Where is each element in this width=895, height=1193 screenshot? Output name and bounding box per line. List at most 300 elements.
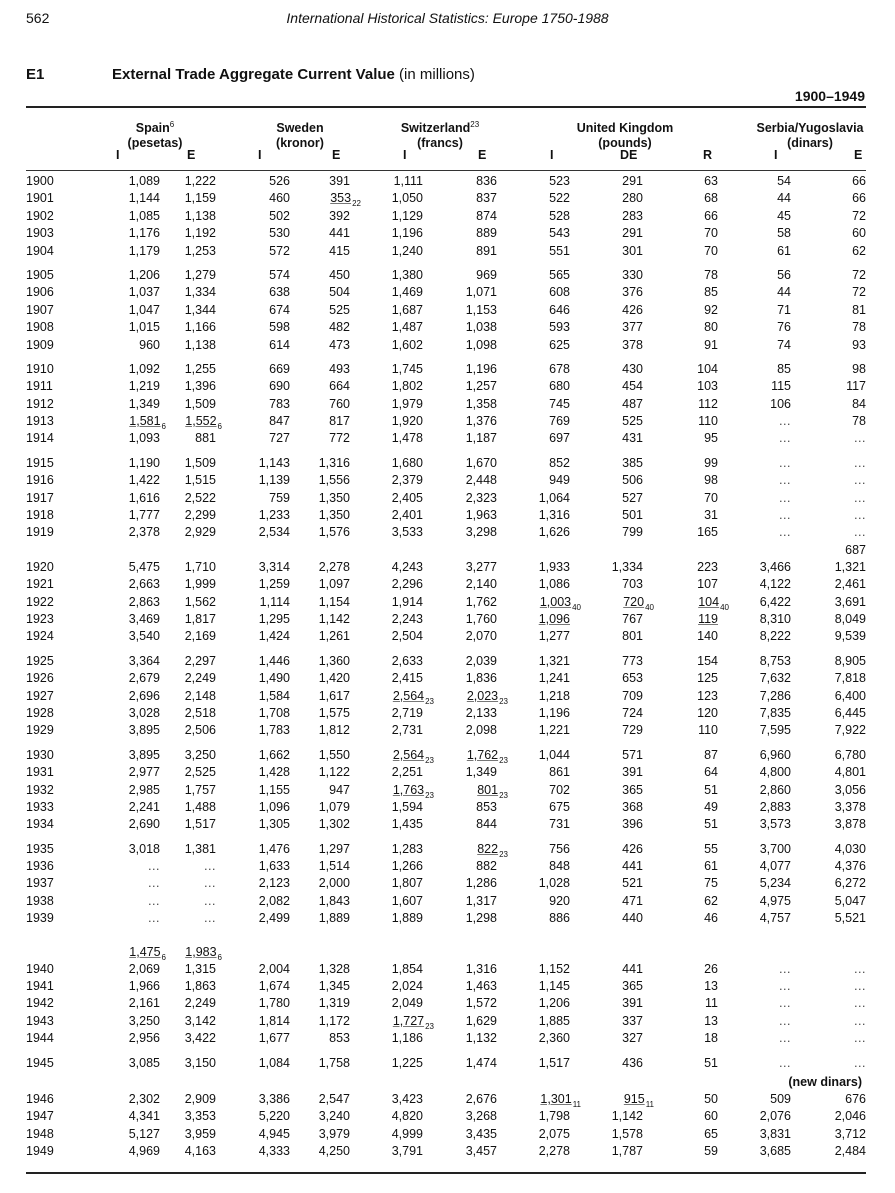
value-cell: 2,024 [391, 979, 423, 994]
table-row [0, 1127, 895, 1144]
table-row [0, 962, 895, 979]
value-cell: 4,975 [759, 893, 791, 908]
value-cell: 3,435 [465, 1126, 497, 1141]
value-cell: 4,800 [759, 765, 791, 780]
value-cell: 2,278 [538, 1144, 570, 1159]
table-row [0, 560, 895, 577]
value-cell: 110 [698, 723, 718, 738]
value-cell: 678 [549, 361, 570, 376]
value-cell: 4,801 [834, 765, 866, 780]
subheader-yugoslavia-exports: E [854, 148, 863, 162]
table-row [0, 612, 895, 629]
table-row [0, 689, 895, 706]
value-cell: 2,046 [834, 1109, 866, 1124]
value-cell: 521 [622, 876, 643, 891]
value-cell: 1,279 [184, 267, 216, 282]
value-cell: 426 [622, 302, 643, 317]
value-cell: 3,573 [759, 817, 791, 832]
value-cell: … [778, 455, 791, 470]
value-cell: 2,484 [834, 1144, 866, 1159]
footnote-marker: 23 [425, 755, 434, 765]
year-cell: 1931 [26, 765, 54, 780]
value-cell: 4,999 [391, 1126, 423, 1141]
value-cell: 3,540 [128, 629, 160, 644]
table-row [0, 842, 895, 859]
value-cell: 2,676 [465, 1091, 497, 1106]
footnote-marker: 40 [720, 602, 729, 612]
year-cell: 1946 [26, 1091, 54, 1106]
value-cell: 8,222 [759, 629, 791, 644]
year-cell: 1905 [26, 267, 54, 282]
value-cell: 85 [777, 361, 791, 376]
value-cell: 2,499 [258, 911, 290, 926]
value-cell: 3,712 [834, 1126, 866, 1141]
table-row [0, 894, 895, 911]
table-row [0, 226, 895, 243]
value-cell: 501 [622, 508, 643, 523]
value-cell: 165 [697, 525, 718, 540]
table-title-unit: (in millions) [394, 66, 475, 83]
year-cell: 1916 [26, 473, 54, 488]
year-cell: 1929 [26, 723, 54, 738]
value-cell: 1,966 [128, 979, 160, 994]
value-cell: 1,098 [465, 337, 497, 352]
value-cell: 593 [549, 320, 570, 335]
table-row [0, 800, 895, 817]
value-cell: 1,315 [184, 961, 216, 976]
value-cell: 759 [269, 490, 290, 505]
value-cell: 1,760 [465, 611, 497, 626]
table-row [0, 285, 895, 302]
value-cell: 1,422 [128, 473, 160, 488]
value-cell: 3,685 [759, 1144, 791, 1159]
value-cell: $720_{40}$ [623, 594, 654, 612]
value-cell: 112 [698, 396, 718, 411]
value-cell: 4,969 [128, 1144, 160, 1159]
value-cell: 551 [549, 243, 570, 258]
value-cell: 1,629 [465, 1013, 497, 1028]
value-cell: 1,889 [391, 911, 423, 926]
value-cell: 430 [622, 361, 643, 376]
value-cell: 385 [622, 455, 643, 470]
value-cell: 473 [329, 337, 350, 352]
value-cell: 4,250 [318, 1144, 350, 1159]
value-cell: 861 [549, 765, 570, 780]
year-cell: 1918 [26, 508, 54, 523]
value-cell: 1,509 [184, 455, 216, 470]
year-cell: 1904 [26, 243, 54, 258]
value-cell: 817 [329, 414, 350, 429]
table-row [0, 473, 895, 490]
value-cell: 1,097 [318, 577, 350, 592]
year-cell: 1907 [26, 302, 54, 317]
footnote-marker: 23 [425, 696, 434, 706]
value-cell: 376 [622, 285, 643, 300]
value-cell: 1,295 [258, 611, 290, 626]
value-cell: 4,945 [258, 1126, 290, 1141]
value-cell: 106 [770, 396, 791, 411]
value-cell: 1,469 [391, 285, 423, 300]
value-cell: 7,632 [759, 671, 791, 686]
value-cell: 1,817 [184, 611, 216, 626]
value-cell: 2,977 [128, 765, 160, 780]
value-cell: 1,129 [391, 208, 423, 223]
value-cell: 1,132 [465, 1031, 497, 1046]
footnote-marker: 11 [572, 1099, 581, 1109]
value-cell: $2,564_{23}$ [392, 688, 434, 706]
value-cell: 724 [622, 705, 643, 720]
value-cell: 93 [852, 337, 866, 352]
value-cell: 377 [622, 320, 643, 335]
value-cell: 1,616 [128, 490, 160, 505]
value-cell: 4,122 [759, 577, 791, 592]
value-cell: 2,082 [258, 893, 290, 908]
value-cell: 365 [622, 782, 643, 797]
value-cell: 1,172 [318, 1013, 350, 1028]
value-cell: 6,272 [834, 876, 866, 891]
year-cell: 1926 [26, 671, 54, 686]
value-cell: 522 [549, 191, 570, 206]
value-cell: 223 [697, 559, 718, 574]
value-cell: 1,176 [128, 226, 160, 241]
value-cell: 853 [476, 799, 497, 814]
value-cell: 1,777 [128, 508, 160, 523]
value-cell: 2,098 [465, 723, 497, 738]
table-row [0, 525, 895, 542]
table-row [0, 508, 895, 525]
subheader-switzerland-imports: I [403, 148, 407, 162]
value-cell: 1,360 [318, 653, 350, 668]
value-cell: 4,243 [391, 559, 423, 574]
value-cell: 702 [549, 782, 570, 797]
value-cell: 2,297 [184, 653, 216, 668]
value-cell: 1,253 [184, 243, 216, 258]
value-cell: 120 [697, 705, 718, 720]
value-cell: 74 [777, 337, 791, 352]
year-cell: 1900 [26, 174, 54, 188]
value-cell: $2,564_{23}$ [392, 747, 434, 765]
value-cell: 1,854 [391, 961, 423, 976]
value-cell: … [147, 893, 160, 908]
header-unit: (dinars) [787, 136, 833, 151]
value-cell: 3,878 [834, 817, 866, 832]
value-cell: $353_{22}$ [330, 191, 361, 209]
table-row [0, 859, 895, 876]
table-note-row [0, 1075, 895, 1092]
year-cell: 1921 [26, 577, 54, 592]
value-cell: 2,883 [759, 799, 791, 814]
value-cell: 1,261 [318, 629, 350, 644]
value-cell: 391 [622, 765, 643, 780]
value-cell: 1,143 [258, 455, 290, 470]
value-cell: 6,422 [759, 594, 791, 609]
table-row [0, 979, 895, 996]
value-cell: 1,515 [184, 473, 216, 488]
value-cell: 1,302 [318, 817, 350, 832]
value-cell: 2,985 [128, 782, 160, 797]
header-unit: (kronor) [276, 136, 324, 151]
value-cell: … [853, 525, 866, 540]
year-cell: 1922 [26, 594, 54, 609]
value-cell: 280 [622, 191, 643, 206]
value-cell: 11 [705, 996, 718, 1011]
value-cell: 1,266 [391, 859, 423, 874]
value-cell: 1,089 [128, 174, 160, 188]
value-cell: 729 [622, 723, 643, 738]
year-cell: 1933 [26, 799, 54, 814]
value-cell: 1,843 [318, 893, 350, 908]
value-cell: … [147, 876, 160, 891]
table-row [0, 456, 895, 473]
footnote-marker: 23 [499, 755, 508, 765]
year-cell: 1911 [26, 379, 53, 394]
value-cell: 675 [549, 799, 570, 814]
value-cell: 2,249 [184, 996, 216, 1011]
value-cell: 4,333 [258, 1144, 290, 1159]
value-cell: 31 [704, 508, 718, 523]
value-cell: 72 [852, 267, 866, 282]
value-cell: 1,787 [611, 1144, 643, 1159]
value-cell: 1,662 [258, 747, 290, 762]
value-cell: 2,360 [538, 1031, 570, 1046]
value-cell: 506 [622, 473, 643, 488]
year-cell: 1906 [26, 285, 54, 300]
value-cell: 78 [852, 414, 866, 429]
subheader-spain-imports: I [116, 148, 120, 162]
year-cell: 1902 [26, 208, 54, 223]
header-country: Serbia/Yugoslavia [756, 121, 864, 136]
value-cell: 26 [704, 961, 718, 976]
value-cell: 1,446 [258, 653, 290, 668]
value-cell: 2,863 [128, 594, 160, 609]
value-cell: 3,691 [834, 594, 866, 609]
header-serbia-yugoslavia [745, 117, 875, 151]
value-cell: 1,138 [184, 337, 216, 352]
value-cell: 1,575 [318, 705, 350, 720]
value-cell: $1,762_{23}$ [466, 747, 508, 765]
year-cell: 1936 [26, 859, 54, 874]
value-cell: 3,457 [465, 1144, 497, 1159]
value-cell: 62 [704, 893, 718, 908]
table-period: 1900–1949 [794, 88, 865, 104]
value-cell: … [147, 859, 160, 874]
value-cell: 3,386 [258, 1091, 290, 1106]
value-cell: 2,415 [391, 671, 423, 686]
value-cell: 1,154 [318, 594, 350, 609]
value-cell: 1,350 [318, 508, 350, 523]
footnote-marker: 40 [572, 602, 581, 612]
value-cell: 1,490 [258, 671, 290, 686]
value-cell: 1,196 [465, 361, 497, 376]
value-cell: 1,186 [391, 1031, 423, 1046]
value-cell: 2,518 [184, 705, 216, 720]
value-cell: … [778, 1055, 791, 1070]
value-cell: 8,310 [759, 611, 791, 626]
value-cell: 1,358 [465, 396, 497, 411]
value-cell: 1,344 [184, 302, 216, 317]
value-cell: 889 [476, 226, 497, 241]
value-cell: 853 [329, 1031, 350, 1046]
value-cell: 78 [852, 320, 866, 335]
value-cell: $801_{23}$ [477, 782, 508, 800]
value-cell: 396 [622, 817, 643, 832]
value-cell: 836 [476, 174, 497, 188]
value-cell: 2,929 [184, 525, 216, 540]
subheader-sweden-imports: I [258, 148, 262, 162]
value-cell: 1,349 [465, 765, 497, 780]
value-cell: 1,626 [538, 525, 570, 540]
value-cell: … [203, 893, 216, 908]
value-cell: … [778, 525, 791, 540]
table-row [0, 765, 895, 782]
value-cell: $2,023_{23}$ [466, 688, 508, 706]
value-cell: 3,378 [834, 799, 866, 814]
value-cell: 1,321 [538, 653, 570, 668]
value-cell: 1,594 [391, 799, 423, 814]
value-cell: 1,196 [391, 226, 423, 241]
value-cell: 49 [704, 799, 718, 814]
value-cell: 727 [269, 431, 290, 446]
value-cell: 773 [622, 653, 643, 668]
value-cell: 2,378 [128, 525, 160, 540]
page-number: 562 [26, 10, 50, 26]
value-cell: 327 [622, 1031, 643, 1046]
value-cell: 1,316 [318, 455, 350, 470]
value-cell: 119 [698, 611, 718, 626]
year-cell: 1928 [26, 705, 54, 720]
value-cell: … [853, 979, 866, 994]
header-rule [26, 170, 866, 171]
value-cell: 2,506 [184, 723, 216, 738]
value-cell: 5,475 [128, 559, 160, 574]
value-cell: 7,818 [834, 671, 866, 686]
value-cell: 80 [704, 320, 718, 335]
value-cell: 110 [698, 414, 718, 429]
value-cell: 1,562 [184, 594, 216, 609]
value-cell: 1,190 [128, 455, 160, 470]
value-cell: 664 [329, 379, 350, 394]
value-cell: 7,835 [759, 705, 791, 720]
value-cell: 66 [852, 191, 866, 206]
value-cell: 44 [777, 191, 791, 206]
value-cell: 1,381 [184, 841, 216, 856]
value-cell: 1,334 [184, 285, 216, 300]
header-country: Switzerland [400, 121, 471, 136]
value-cell: 1,757 [184, 782, 216, 797]
value-cell: 87 [704, 747, 718, 762]
value-cell: 1,350 [318, 490, 350, 505]
value-cell: 1,317 [465, 893, 497, 908]
value-cell: 1,222 [184, 174, 216, 188]
value-cell: 625 [549, 337, 570, 352]
value-cell: 1,192 [184, 226, 216, 241]
value-cell: 1,920 [391, 414, 423, 429]
value-cell: 426 [622, 841, 643, 856]
value-cell: … [147, 911, 160, 926]
value-cell: 598 [269, 320, 290, 335]
value-cell: 2,379 [391, 473, 423, 488]
table-row [0, 1056, 895, 1073]
value-cell: 460 [269, 191, 290, 206]
value-cell: 1,509 [184, 396, 216, 411]
value-cell: 947 [329, 782, 350, 797]
value-cell: 1,578 [611, 1126, 643, 1141]
value-cell: … [778, 961, 791, 976]
value-cell: 1,166 [184, 320, 216, 335]
year-cell: 1910 [26, 361, 54, 376]
value-cell: 2,243 [391, 611, 423, 626]
value-cell: … [778, 1031, 791, 1046]
value-cell: 2,296 [391, 577, 423, 592]
value-cell: $1,727_{23}$ [392, 1013, 434, 1031]
value-cell: 528 [549, 208, 570, 223]
value-cell: 1,617 [318, 688, 350, 703]
value-cell: 1,219 [128, 379, 160, 394]
value-cell: 709 [622, 688, 643, 703]
table-row [0, 397, 895, 414]
table-row [0, 362, 895, 379]
value-cell: 1,085 [128, 208, 160, 223]
value-cell: 301 [622, 243, 643, 258]
value-cell: 1,047 [128, 302, 160, 317]
footnote-marker: 6 [217, 422, 222, 432]
table-id: E1 [26, 66, 45, 83]
value-cell: 46 [704, 911, 718, 926]
value-cell: 760 [329, 396, 350, 411]
value-cell: 2,663 [128, 577, 160, 592]
value-cell: 1,240 [391, 243, 423, 258]
value-cell: 84 [852, 396, 866, 411]
year-cell: 1909 [26, 337, 54, 352]
value-cell: 969 [476, 267, 497, 282]
footnote-marker: 23 [499, 696, 508, 706]
footnote-marker: 23 [425, 1021, 434, 1031]
value-cell: 523 [549, 174, 570, 188]
value-cell: 1,999 [184, 577, 216, 592]
header-unit: (francs) [417, 136, 463, 151]
value-cell: 1,674 [258, 979, 290, 994]
value-cell: 8,905 [834, 653, 866, 668]
value-cell: 415 [329, 243, 350, 258]
value-cell: $1,581_6$ [129, 414, 166, 432]
value-cell: 55 [704, 841, 718, 856]
value-cell: … [778, 490, 791, 505]
year-cell: 1937 [26, 876, 54, 891]
table-row [0, 911, 895, 928]
value-cell: 2,004 [258, 961, 290, 976]
value-cell: 1,463 [465, 979, 497, 994]
value-cell: 2,448 [465, 473, 497, 488]
value-cell: 378 [622, 337, 643, 352]
value-cell: 669 [269, 361, 290, 376]
year-cell: 1924 [26, 629, 54, 644]
value-cell: 13 [704, 979, 718, 994]
value-cell: 330 [622, 267, 643, 282]
value-cell: … [853, 455, 866, 470]
value-cell: 697 [549, 431, 570, 446]
value-cell: 1,122 [318, 765, 350, 780]
header-unit: (pesetas) [127, 136, 183, 151]
value-cell: 154 [697, 653, 718, 668]
value-cell: 1,476 [258, 841, 290, 856]
value-cell: 1,584 [258, 688, 290, 703]
value-cell: 3,959 [184, 1126, 216, 1141]
year-cell: 1923 [26, 611, 54, 626]
value-cell: 392 [329, 208, 350, 223]
value-cell: 368 [622, 799, 643, 814]
year-cell: 1913 [26, 414, 54, 429]
value-cell: 2,956 [128, 1031, 160, 1046]
